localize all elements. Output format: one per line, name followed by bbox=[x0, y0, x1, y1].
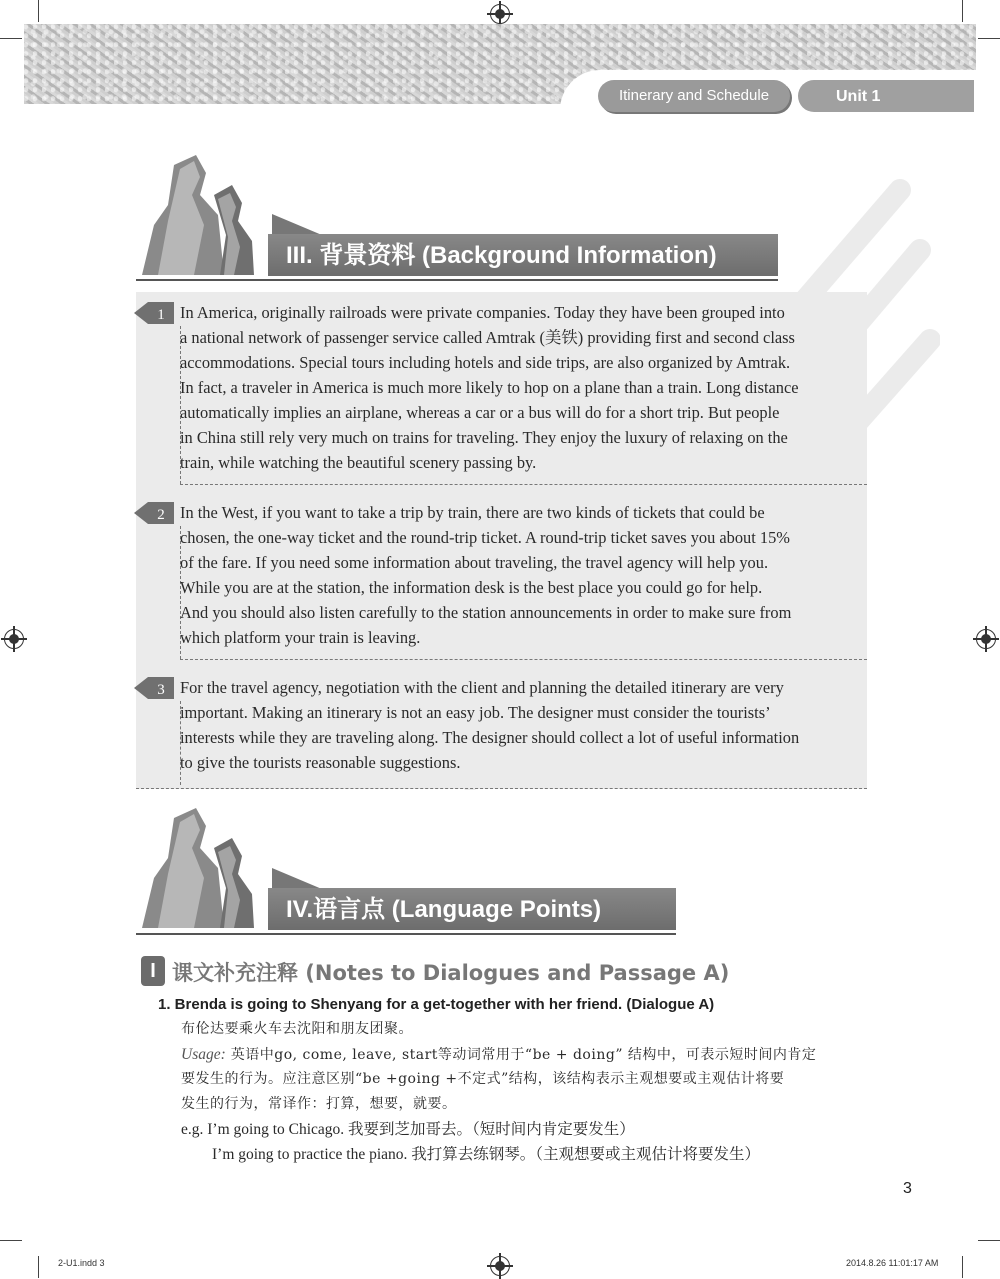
text-line: In America, originally railroads were private companies. Today they have been grouped into bbox=[180, 303, 785, 322]
registration-mark-icon bbox=[4, 629, 24, 649]
section-heading-language-points: IV.语言点 (Language Points) bbox=[268, 888, 676, 930]
crop-mark bbox=[978, 1240, 1000, 1241]
crop-mark bbox=[962, 0, 963, 22]
crop-mark bbox=[962, 1256, 963, 1278]
usage-paragraph bbox=[181, 1042, 871, 1068]
text-line: And you should also listen carefully to the station announcements in order to make sure from bbox=[180, 603, 792, 622]
registration-mark-icon bbox=[490, 4, 510, 24]
text-line: in China still rely very much on trains for traveling. They enjoy the luxury of relaxing on the bbox=[180, 428, 788, 447]
example-sentence: I’m going to practice the piano. 我打算去练钢琴。（主观想要或主观估计将要发生） bbox=[212, 1146, 761, 1163]
text-line: of the fare. If you need some information about traveling, the travel agency will help you. bbox=[180, 553, 769, 572]
item-number: 3 bbox=[157, 682, 165, 698]
paragraph-2 bbox=[180, 500, 844, 650]
item-number-marker bbox=[134, 300, 174, 326]
text-line: interests while they are traveling along. The designer should collect a lot of useful information bbox=[180, 728, 800, 747]
crop-mark bbox=[38, 1256, 39, 1278]
explorer-figures-icon bbox=[134, 808, 284, 934]
note-translation: 布伦达要乘火车去沈阳和朋友团聚。 bbox=[181, 1021, 413, 1037]
subsection-title: 课文补充注释 (Notes to Dialogues and Passage A) bbox=[172, 961, 730, 985]
text-line: to give the tourists reasonable suggestions. bbox=[180, 753, 461, 772]
print-slug-file: 2-U1.indd 3 bbox=[58, 1258, 105, 1268]
explorer-figures-icon bbox=[134, 155, 284, 281]
text-line: accommodations. Special tours including hotels and side trips, are also organized by Amtrak. bbox=[180, 353, 791, 372]
registration-mark-icon bbox=[976, 629, 996, 649]
paragraph-3 bbox=[180, 675, 844, 775]
text-line: chosen, the one-way ticket and the round-trip ticket. A round-trip ticket saves you about 15% bbox=[180, 528, 790, 547]
item-number-marker bbox=[134, 675, 174, 701]
section-heading-background-info: III. 背景资料 (Background Information) bbox=[268, 234, 778, 276]
registration-mark-icon bbox=[490, 1256, 510, 1276]
crop-mark bbox=[0, 38, 22, 39]
text-line: In the West, if you want to take a trip by train, there are two kinds of tickets that could be bbox=[180, 503, 765, 522]
text-line: which platform your train is leaving. bbox=[180, 628, 421, 647]
section-underline bbox=[136, 279, 778, 281]
text-line: a national network of passenger service called Amtrak (美铁) providing first and second class bbox=[180, 328, 795, 347]
example-sentence: e.g. I’m going to Chicago. 我要到芝加哥去。（短时间内肯定要发生） bbox=[181, 1121, 635, 1138]
print-slug-date: 2014.8.26 11:01:17 AM bbox=[846, 1258, 939, 1268]
roman-numeral-badge-icon: I bbox=[141, 956, 165, 986]
crop-mark bbox=[978, 38, 1000, 39]
unit-tab: Unit 1 bbox=[798, 80, 974, 112]
chapter-title-tab: Itinerary and Schedule bbox=[598, 80, 790, 112]
text-line: In fact, a traveler in America is much more likely to hop on a plane than a train. Long distance bbox=[180, 378, 799, 397]
item-number: 1 bbox=[157, 307, 165, 323]
item-number: 2 bbox=[157, 507, 165, 523]
page-number: 3 bbox=[903, 1180, 912, 1197]
text-line: For the travel agency, negotiation with the client and planning the detailed itinerary are very bbox=[180, 678, 784, 697]
crop-mark bbox=[0, 1240, 22, 1241]
dashed-divider bbox=[180, 484, 867, 485]
usage-text: 发生的行为，常译作：打算，想要，就要。 bbox=[181, 1096, 457, 1112]
text-line: automatically implies an airplane, whereas a car or a bus will do for a short trip. But people bbox=[180, 403, 780, 422]
text-line: important. Making an itinerary is not an easy job. The designer must consider the tourists’ bbox=[180, 703, 771, 722]
item-number-marker bbox=[134, 500, 174, 526]
usage-text: 要发生的行为。应注意区别“be +going +不定式”结构，该结构表示主观想要或主观估计将要 bbox=[181, 1071, 785, 1087]
text-line: train, while watching the beautiful scenery passing by. bbox=[180, 453, 537, 472]
paragraph-1 bbox=[180, 300, 844, 475]
note-heading: 1. Brenda is going to Shenyang for a get-together with her friend. (Dialogue A) bbox=[158, 996, 715, 1013]
section-underline bbox=[136, 933, 676, 935]
text-line: While you are at the station, the information desk is the best place you could go for help. bbox=[180, 578, 763, 597]
usage-label: Usage: bbox=[181, 1046, 226, 1063]
dashed-divider bbox=[180, 659, 867, 660]
crop-mark bbox=[38, 0, 39, 22]
usage-text: 英语中go, come, leave, start等动词常用于“be + doing” 结构中，可表示短时间内肯定 bbox=[225, 1047, 817, 1063]
